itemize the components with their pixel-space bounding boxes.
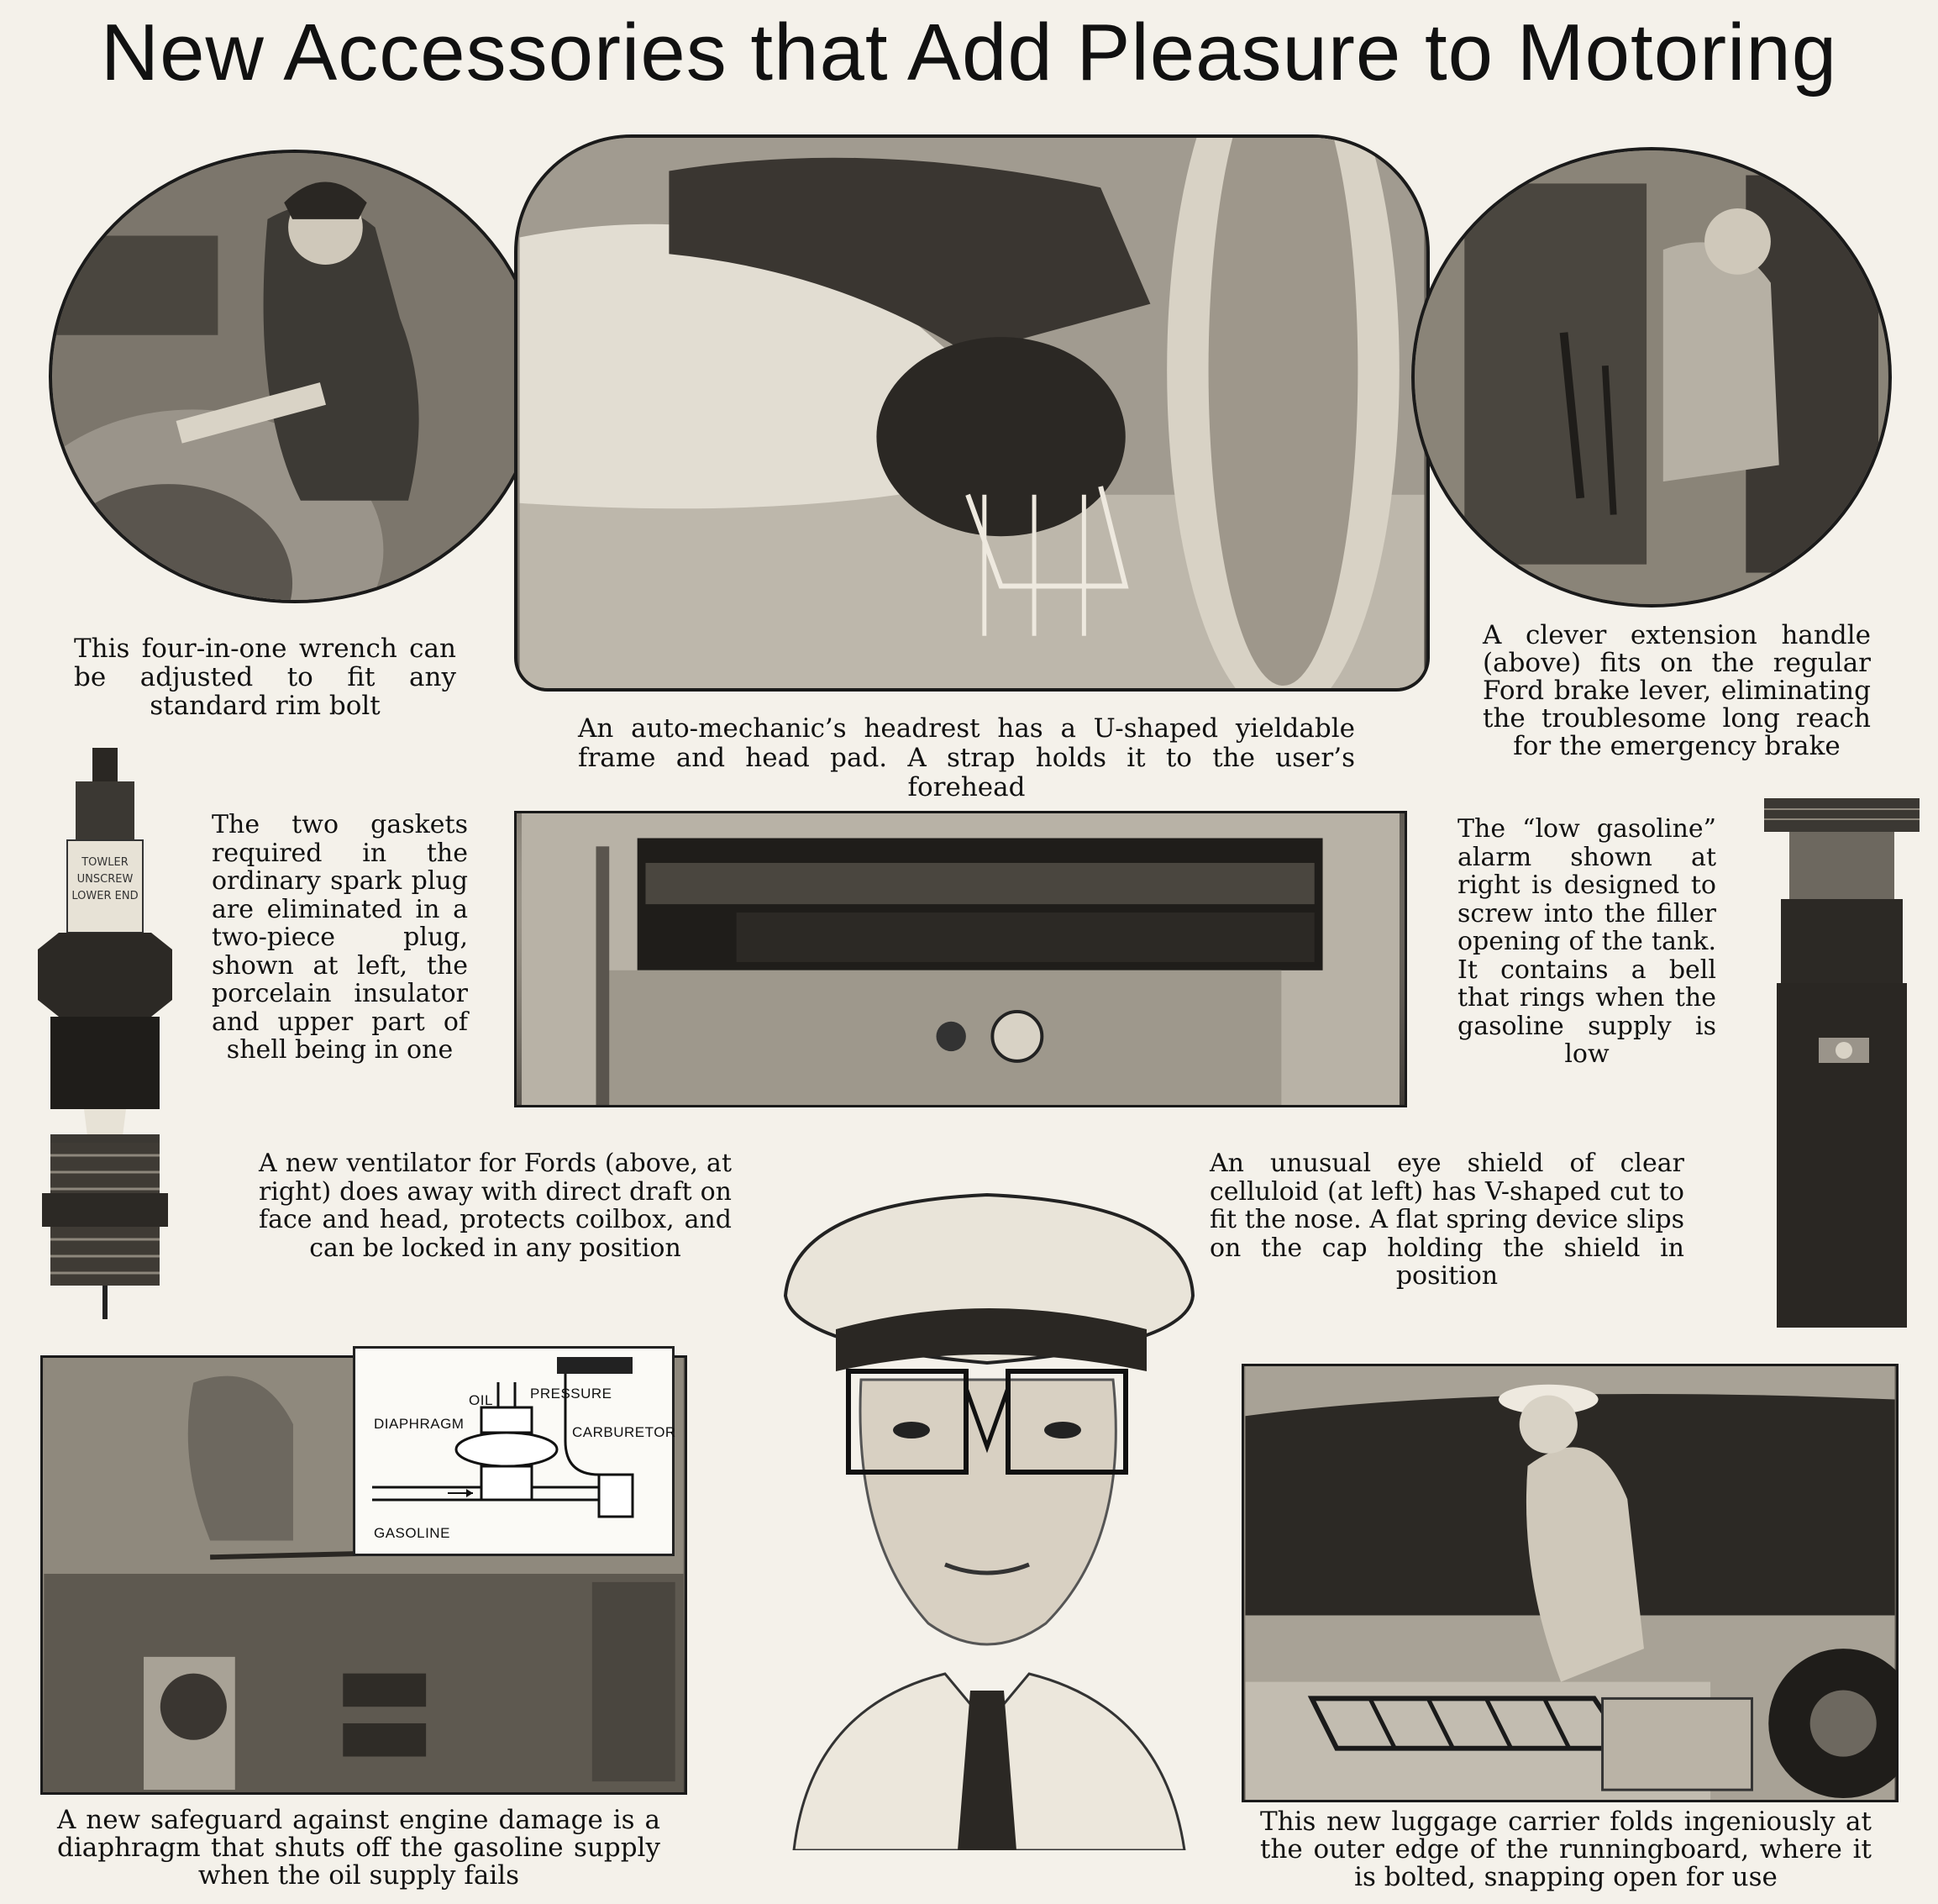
plug-label-3: LOWER END: [71, 890, 139, 902]
diaphragm-diagram: [353, 1346, 675, 1556]
wrench-photo: [49, 150, 541, 603]
diagram-label-oil: OIL: [469, 1392, 493, 1408]
eye-shield-portrait: [777, 1170, 1201, 1850]
plug-label-1: TOWLER: [81, 856, 129, 869]
wrench-caption: This four-in-one wrench can be adjusted to fit any standard rim bolt: [74, 634, 456, 721]
luggage-photo: [1242, 1364, 1899, 1802]
eye-shield-caption: An unusual eye shield of clear celluloid (at left) has V-shaped cut to fit the nose. A flat spring device slips on the cap holding the shield in position: [1210, 1149, 1684, 1291]
spark-plug-caption: The two gaskets required in the ordinary spark plug are eliminated in a two-piece plug, shown at left, the porcelain insulator and upper part of shell being in one: [212, 810, 468, 1065]
brake-illustration: [1415, 150, 1888, 604]
wrench-illustration: [52, 153, 538, 600]
diaphragm-caption: A new safeguard against engine damage is a diaphragm that shuts off the gasoline supply when the oil supply fails: [57, 1805, 660, 1891]
diagram-label-carburetor: CARBURETOR: [572, 1424, 676, 1440]
ventilator-photo: [514, 811, 1407, 1107]
plug-label-2: UNSCREW: [76, 873, 134, 886]
gasoline-alarm-icon: [1760, 794, 1924, 1332]
luggage-illustration: [1244, 1366, 1896, 1800]
headrest-caption: An auto-mechanic’s headrest has a U-shaped yieldable frame and head pad. A strap holds it to the user’s forehead: [578, 713, 1355, 802]
diagram-label-pressure: PRESSURE: [530, 1386, 612, 1402]
plug-base-icon: [34, 739, 176, 1328]
diagram-label-diaphragm: DIAPHRAGM: [374, 1416, 465, 1432]
diagram-label-gasoline: GASOLINE: [374, 1525, 450, 1541]
gasoline-alarm-caption: The “low gasoline” alarm shown at right is designed to screw into the filler opening of the tank. It contains a bell that rings when the gasoline supply is low: [1457, 814, 1716, 1069]
ventilator-illustration: [517, 813, 1405, 1105]
headrest-illustration: [517, 138, 1426, 688]
brake-caption: A clever extension handle (above) fits on the regular Ford brake lever, eliminating the troublesome long reach for the emergency brake: [1483, 620, 1871, 761]
page-title: New Accessories that Add Pleasure to Motoring: [100, 8, 1838, 97]
brake-photo: [1411, 147, 1892, 607]
eye-shield-illustration: [777, 1170, 1201, 1850]
spark-plug-image: [34, 739, 176, 1328]
gasoline-alarm-image: [1760, 794, 1924, 1332]
luggage-caption: This new luggage carrier folds ingeniously at the outer edge of the runningboard, where it is bolted, snapping open for use: [1260, 1807, 1872, 1892]
headrest-photo: [514, 134, 1430, 692]
ventilator-caption: A new ventilator for Fords (above, at right) does away with direct draft on face and head, protects coilbox, and can be locked in any position: [259, 1149, 732, 1263]
